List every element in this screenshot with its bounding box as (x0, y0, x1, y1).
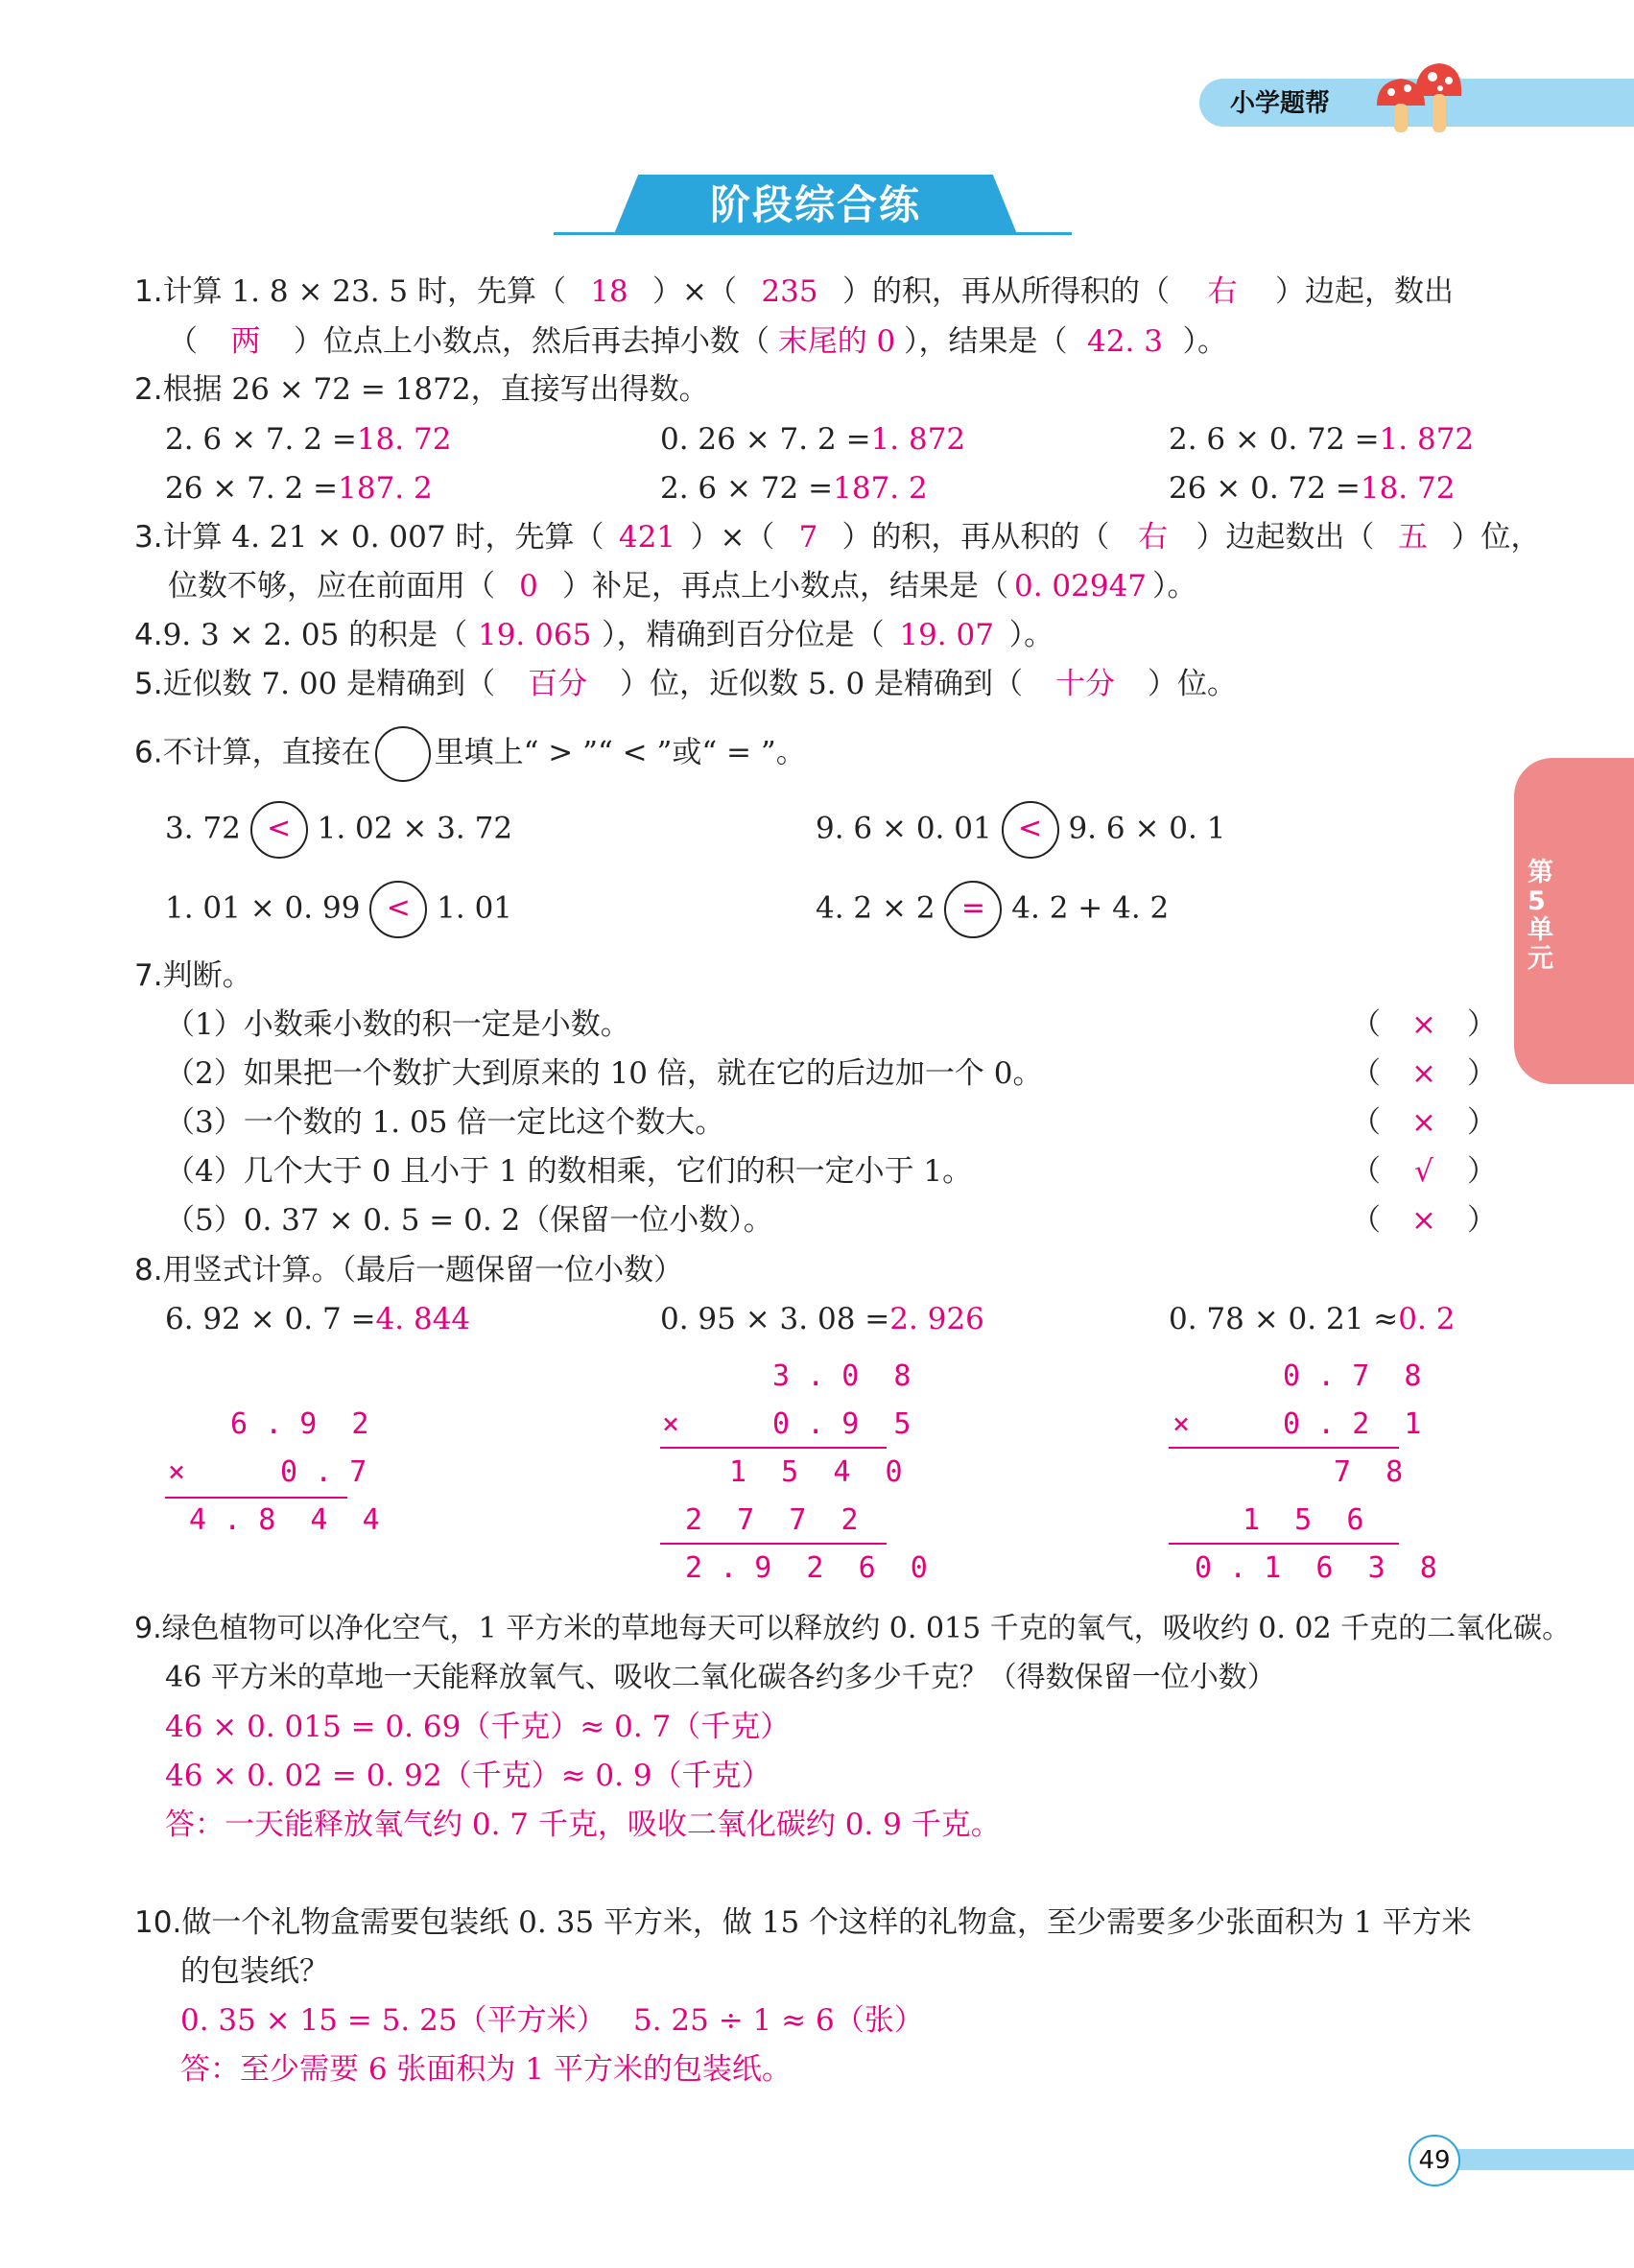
q3-answer-4: 五 (1397, 520, 1428, 555)
q7-mark: （ × ） (1351, 1056, 1497, 1091)
q3-answer-3: 右 (1137, 520, 1168, 555)
calc-operator: × (1172, 1407, 1191, 1441)
q2-item: 26 × 7. 2 =187. 2 (165, 471, 433, 506)
q6-item: 1. 01 × 0. 99 < 1. 01 (165, 881, 512, 938)
q5-answer-1: 百分 (528, 667, 588, 701)
empty-circle-icon (375, 726, 431, 782)
compare-circle: < (1002, 801, 1059, 859)
q2-item: 2. 6 × 7. 2 =18. 72 (165, 422, 452, 457)
q5-answer-2: 十分 (1055, 667, 1116, 701)
calc-row: 4 . 8 4 4 (189, 1503, 380, 1537)
q9-answer-2: 46 × 0. 02 = 0. 92（千克）≈ 0. 9（千克） (165, 1759, 771, 1793)
q3-answer-5: 0 (519, 569, 538, 603)
q1-answer-4: 两 (230, 324, 261, 359)
question-1-line-2: （ 两 ）位点上小数点，然后再去掉小数（ 末尾的 0 ），结果是（ 42. 3 ）。 (168, 320, 1227, 363)
q7-mark: （ × ） (1351, 1007, 1497, 1042)
q10-answer-2: 5. 25 ÷ 1 ≈ 6（张） (633, 2003, 924, 2038)
q8-item: 0. 95 × 3. 08 =2. 926 (660, 1302, 984, 1336)
calc-row: 1 5 6 (1243, 1503, 1364, 1537)
q9-answer-1: 46 × 0. 015 = 0. 69（千克）≈ 0. 7（千克） (165, 1710, 791, 1744)
question-8: 8.用竖式计算。（最后一题保留一位小数） (134, 1253, 684, 1288)
brand-label: 小学题帮 (1230, 89, 1331, 118)
calc-operator: × (662, 1407, 680, 1441)
q4-answer-1: 19. 065 (477, 618, 592, 652)
question-10: 10.做一个礼物盒需要包装纸 0. 35 平方米，做 15 个这样的礼物盒，至少需要多少张面积为 1 平方米 (134, 1905, 1472, 1940)
calc-row: 1 5 4 0 (729, 1455, 903, 1489)
q7-mark: （ √ ） (1351, 1154, 1497, 1189)
q10-answer-3: 答：至少需要 6 张面积为 1 平方米的包装纸。 (180, 2052, 792, 2087)
q7-mark: （ × ） (1351, 1203, 1497, 1238)
calc-row: 3 . 0 8 (772, 1359, 912, 1393)
q1-answer-5: 末尾的 0 (777, 324, 896, 359)
calc-row: 2 7 7 2 (685, 1503, 859, 1537)
unit-side-tab-label: 第5单元 (1527, 858, 1553, 974)
q7-item: （2）如果把一个数扩大到原来的 10 倍，就在它的后边加一个 0。 (165, 1056, 1043, 1091)
calc-row: 0 . 7 8 (1283, 1359, 1422, 1393)
question-7: 7.判断。 (134, 958, 252, 993)
page-number-bar (1439, 2149, 1634, 2170)
page-number: 49 (1409, 2135, 1460, 2186)
q3-answer-1: 421 (618, 520, 676, 555)
mushroom-icon (1348, 58, 1463, 144)
q1-answer-2: 235 (761, 274, 818, 309)
q7-item: （4）几个大于 0 且小于 1 的数相乘，它们的积一定小于 1。 (165, 1154, 973, 1189)
q9-answer-3: 答：一天能释放氧气约 0. 7 千克，吸收二氧化碳约 0. 9 千克。 (165, 1807, 1001, 1842)
question-9-line-2: 46 平方米的草地一天能释放氧气、吸收二氧化碳各约多少千克？（得数保留一位小数） (165, 1661, 1276, 1694)
calc-row: 0 . 7 (280, 1455, 367, 1489)
question-2: 2.根据 26 × 72 = 1872，直接写出得数。 (134, 372, 709, 407)
q8-item: 0. 78 × 0. 21 ≈0. 2 (1169, 1302, 1456, 1336)
q1-answer-3: 右 (1207, 274, 1238, 309)
compare-circle: < (250, 801, 308, 859)
question-4: 4.9. 3 × 2. 05 的积是（ 19. 065 ），精确到百分位是（ 19. 07 ）。 (134, 614, 1054, 656)
q6-item: 4. 2 × 2 = 4. 2 + 4. 2 (816, 881, 1169, 938)
question-3: 3.计算 4. 21 × 0. 007 时，先算（ 421 ）×（ 7 ）的积，再从积的（ 右 ）边起数出（ 五 ）位， (134, 516, 1540, 558)
calc-row: 2 . 9 2 6 0 (685, 1551, 928, 1585)
calc-row: 7 8 (1334, 1455, 1404, 1489)
q4-answer-2: 19. 07 (899, 618, 994, 652)
compare-circle: = (944, 881, 1002, 938)
q8-item: 6. 92 × 0. 7 =4. 844 (165, 1302, 471, 1336)
question-6: 6.不计算，直接在 里填上“ > ”“ < ”或“ = ”。 (134, 726, 806, 782)
q1-answer-1: 18 (590, 274, 628, 309)
q2-item: 26 × 0. 72 =18. 72 (1169, 471, 1456, 506)
question-1: 1.计算 1. 8 × 23. 5 时，先算（ 18 ）×（ 235 ）的积，再从所得积的（ 右 ）边起，数出 (134, 271, 1454, 313)
calc-operator: × (168, 1455, 186, 1489)
q7-item: （3）一个数的 1. 05 倍一定比这个数大。 (165, 1105, 725, 1140)
question-3-line-2: 位数不够，应在前面用（ 0 ）补足，再点上小数点，结果是（ 0. 02947 ）。 (168, 565, 1197, 607)
q3-answer-2: 7 (798, 520, 818, 555)
question-10-line-2: 的包装纸？ (180, 1954, 329, 1989)
calc-row: 0 . 1 6 3 8 (1195, 1551, 1437, 1585)
calc-row: 0 . 2 1 (1283, 1407, 1422, 1441)
question-9: 9.绿色植物可以净化空气，1 平方米的草地每天可以释放约 0. 015 千克的氧气，吸收约 0. 02 千克的二氧化碳。 (134, 1612, 1572, 1645)
q6-item: 9. 6 × 0. 01 < 9. 6 × 0. 1 (816, 801, 1225, 859)
calc-row: 0 . 9 5 (772, 1407, 912, 1441)
calc-row: 6 . 9 2 (230, 1407, 369, 1441)
q7-item: （5）0. 37 × 0. 5 = 0. 2（保留一位小数）。 (165, 1203, 773, 1238)
q2-item: 2. 6 × 0. 72 =1. 872 (1169, 422, 1475, 457)
compare-circle: < (369, 881, 427, 938)
q3-answer-6: 0. 02947 (1013, 569, 1148, 603)
question-5: 5.近似数 7. 00 是精确到（ 百分 ）位，近似数 5. 0 是精确到（ 十分 ）位。 (134, 663, 1237, 705)
q7-mark: （ × ） (1351, 1105, 1497, 1140)
q10-answer-1: 0. 35 × 15 = 5. 25（平方米） (180, 2003, 606, 2038)
q1-answer-6: 42. 3 (1087, 324, 1163, 359)
q6-item: 3. 72 < 1. 02 × 3. 72 (165, 801, 512, 859)
q2-item: 0. 26 × 7. 2 =1. 872 (660, 422, 966, 457)
q2-item: 2. 6 × 72 =187. 2 (660, 471, 928, 506)
banner-title: 阶段综合练 (709, 181, 921, 228)
q7-item: （1）小数乘小数的积一定是小数。 (165, 1007, 630, 1042)
